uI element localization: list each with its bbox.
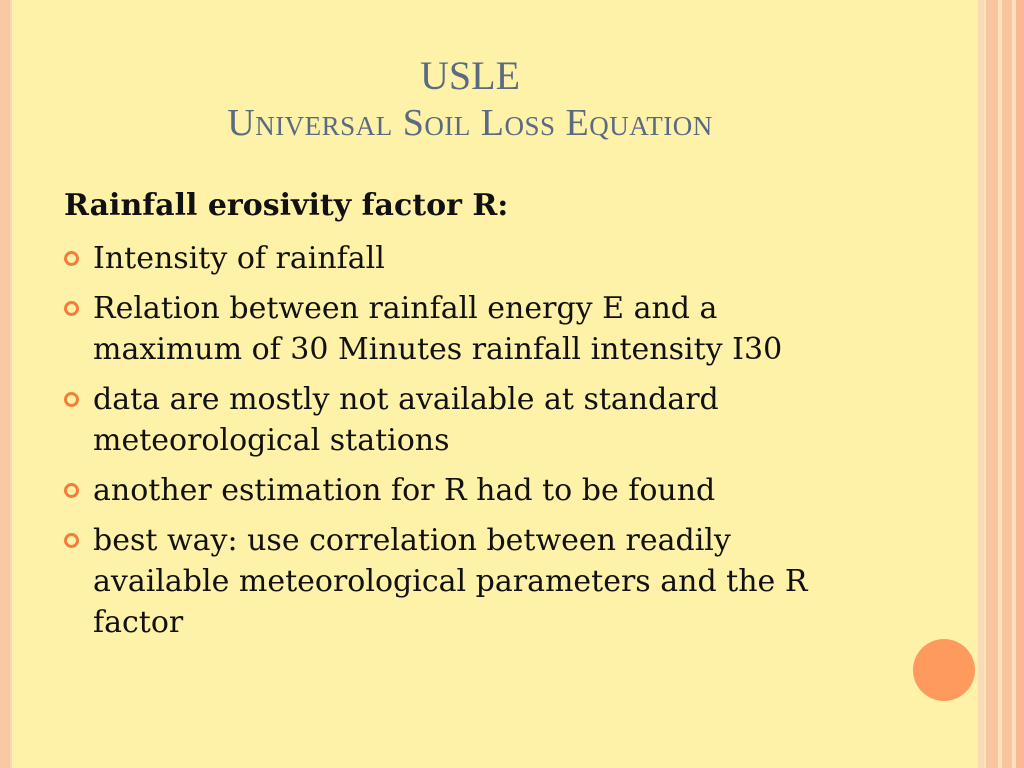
bullet-text: Intensity of rainfall: [93, 241, 385, 276]
left-decorative-stripe: [0, 0, 12, 768]
list-item: [64, 520, 874, 643]
bullet-icon: [64, 301, 79, 316]
bullet-icon: [64, 251, 79, 266]
decorative-circle: [913, 639, 975, 701]
list-item: [64, 470, 874, 511]
bullet-text: Relation between rainfall energy E and a maximum of 30 Minutes rainfall intensity I30: [93, 291, 783, 367]
bullet-icon: [64, 483, 79, 498]
bullet-icon: [64, 392, 79, 407]
list-item: [64, 238, 874, 279]
bullet-text: data are mostly not available at standard meteorological stations: [93, 382, 719, 458]
right-decorative-stripes: [978, 0, 1024, 768]
slide-title: USLE: [420, 53, 520, 98]
bullet-icon: [64, 533, 79, 548]
bullet-text: best way: use correlation between readily available meteorological parameters and the R factor: [93, 523, 808, 640]
list-item: [64, 288, 874, 370]
list-item: [64, 379, 874, 461]
bullet-list: [64, 238, 874, 643]
section-heading: Rainfall erosivity factor R:: [64, 188, 509, 223]
bullet-text: another estimation for R had to be found: [93, 473, 716, 508]
slide-title-block: [60, 53, 880, 144]
slide-content: [64, 186, 874, 652]
slide-subtitle: Universal Soil Loss Equation: [227, 102, 713, 144]
